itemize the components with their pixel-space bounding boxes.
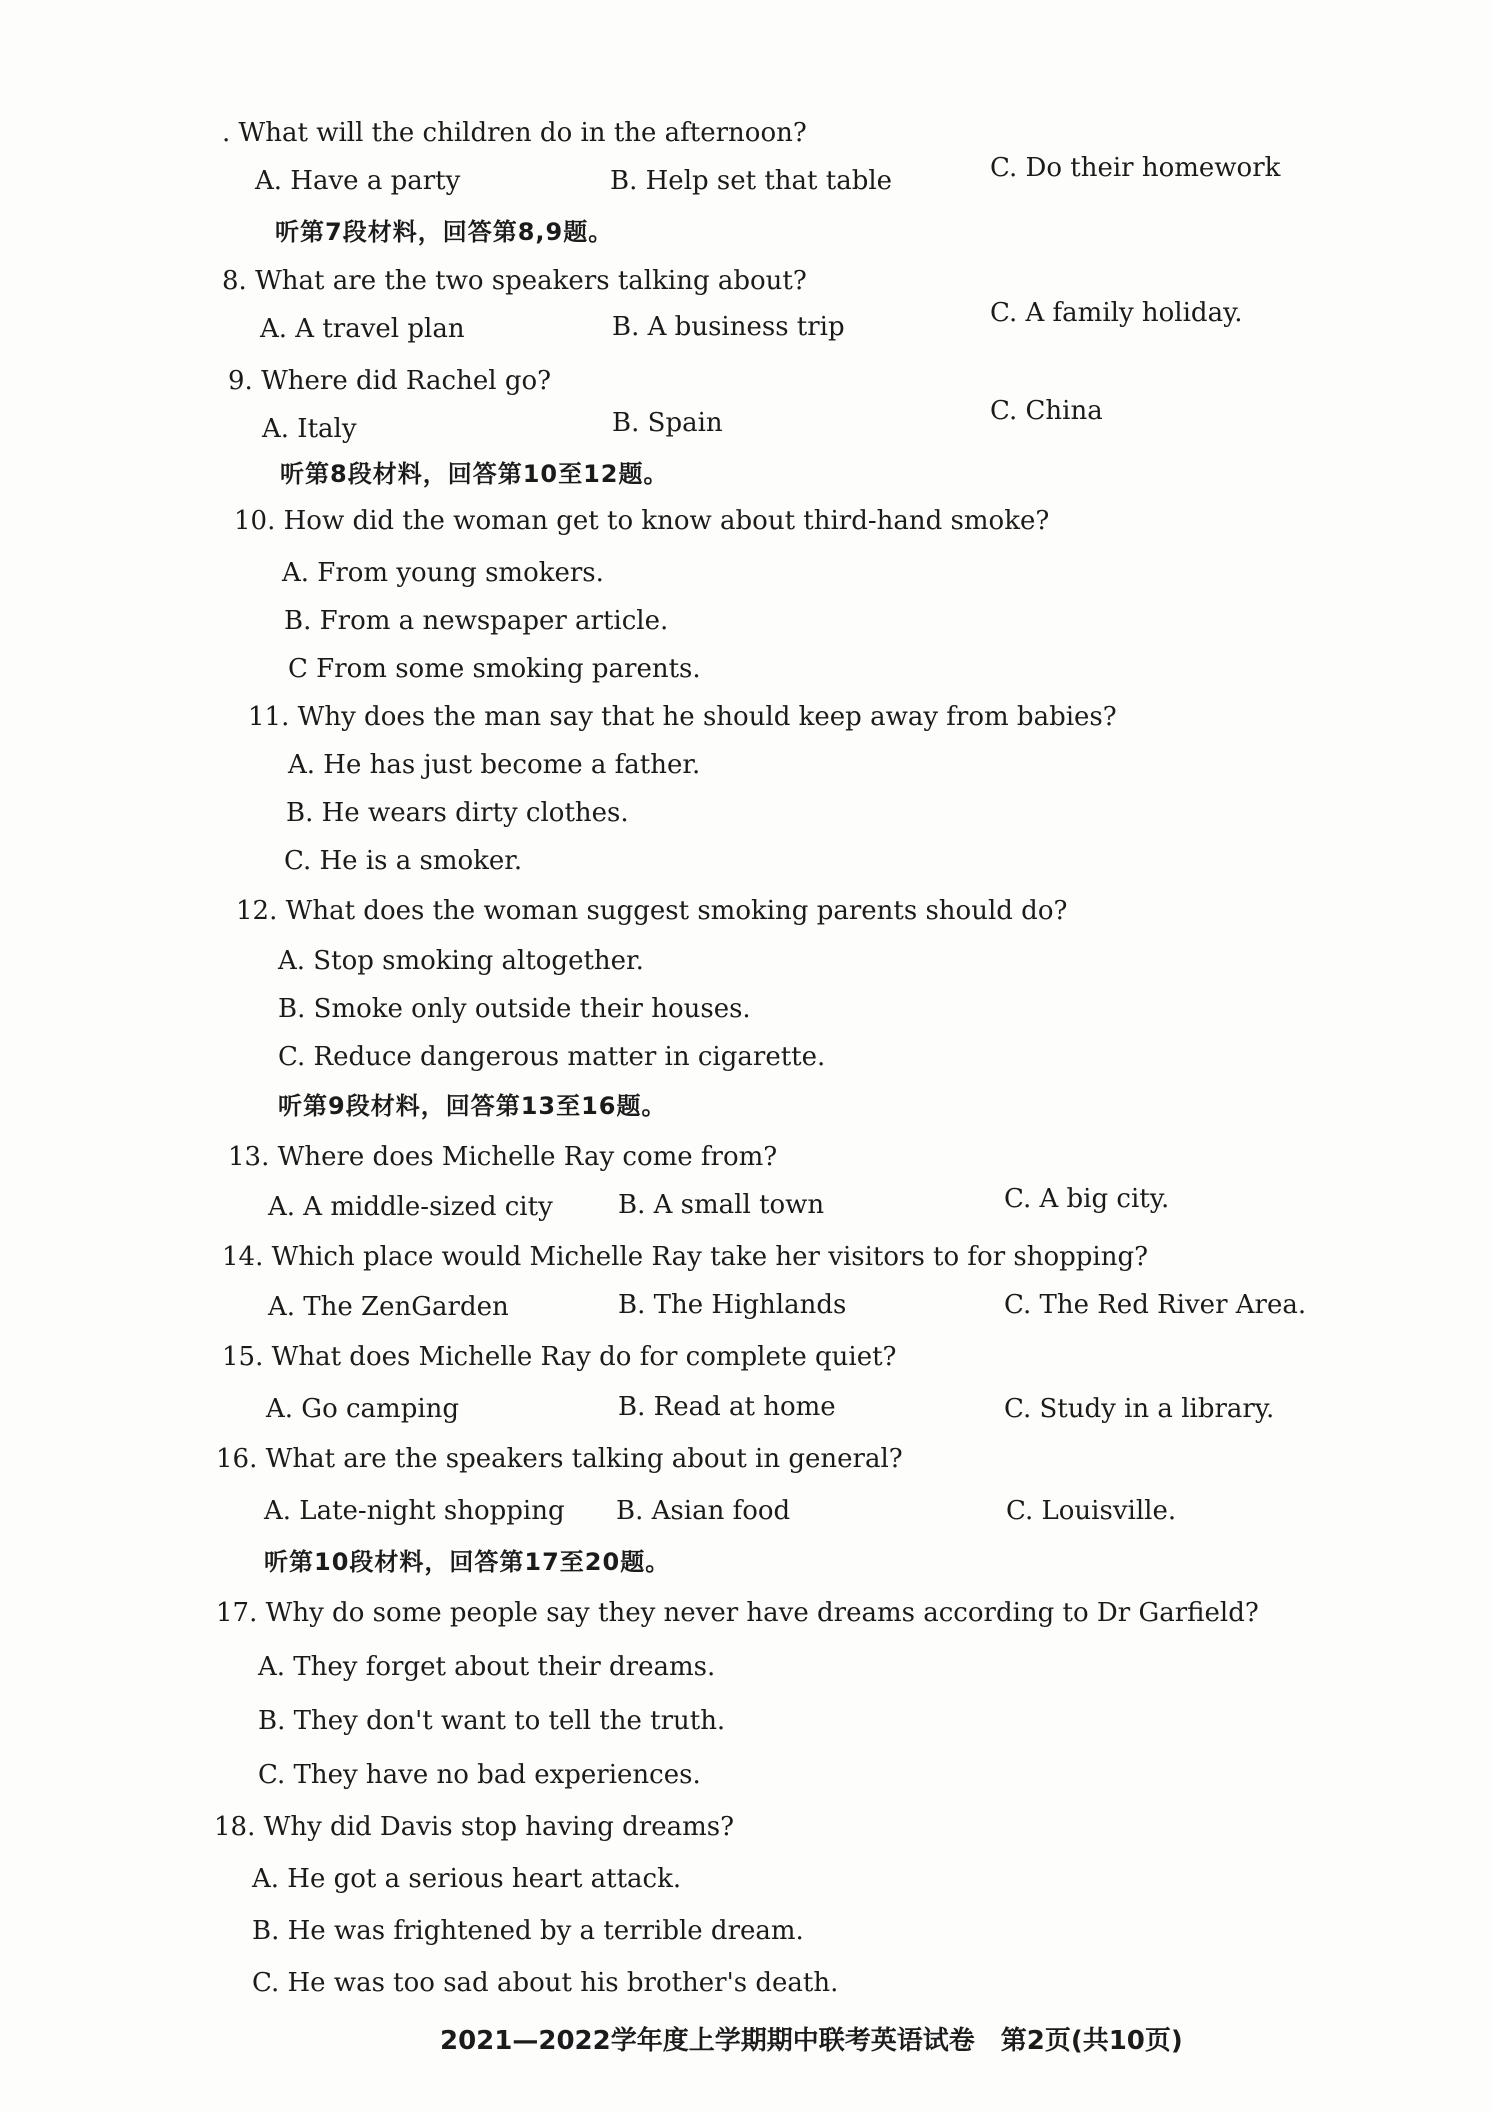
option-c: C. Do their homework [990,153,1281,183]
option-c: C. A family holiday. [990,298,1243,328]
option-b: B. Help set that table [610,166,893,196]
question-number: 16. [216,1444,258,1474]
question-text: What are the two speakers talking about? [255,266,807,296]
question-15 [222,1344,896,1370]
question-text: What are the speakers talking about in general? [265,1444,903,1474]
question-number: 11. [248,702,290,732]
option-b: B. The Highlands [618,1290,847,1320]
option-a: A. A travel plan [260,314,465,344]
option-c: C From some smoking parents. [288,654,701,684]
option-a: A. He has just become a father. [288,750,701,780]
option-c: C. Louisville. [1006,1496,1177,1526]
question-8 [222,268,807,294]
option-b: B. He wears dirty clothes. [286,798,629,828]
option-a: A. They forget about their dreams. [258,1652,716,1682]
question-number: 14. [222,1242,264,1272]
question-text: What does the woman suggest smoking parents should do? [285,896,1068,926]
question-number: 12. [236,896,278,926]
option-a: A. Late-night shopping [264,1496,565,1526]
question-7 [222,120,807,146]
section-instruction: 听第7段材料，回答第8,9题。 [275,218,614,246]
question-18 [214,1814,734,1840]
option-b: B. A business trip [612,312,845,342]
option-c: C. The Red River Area. [1004,1290,1307,1320]
option-a: A. From young smokers. [282,558,604,588]
option-b: B. Smoke only outside their houses. [278,994,751,1024]
question-text: Why did Davis stop having dreams? [263,1812,735,1842]
question-9 [228,368,551,394]
question-number: 8. [222,266,247,296]
question-13 [228,1144,777,1170]
question-text: What will the children do in the afternoon? [238,118,807,148]
section-instruction: 听第10段材料，回答第17至20题。 [264,1548,671,1576]
option-a: A. Go camping [266,1394,460,1424]
section-instruction: 听第9段材料，回答第13至16题。 [278,1092,667,1120]
question-12 [236,898,1067,924]
question-number: 10. [234,506,276,536]
option-b: B. A small town [618,1190,825,1220]
question-number: 17. [216,1598,258,1628]
option-c: C. He was too sad about his brother's death. [252,1968,839,1998]
option-a: A. Italy [262,414,357,444]
question-text: Which place would Michelle Ray take her visitors to for shopping? [271,1242,1149,1272]
question-16 [216,1446,903,1472]
question-17 [216,1600,1259,1626]
question-text: Why do some people say they never have dreams according to Dr Garfield? [265,1598,1259,1628]
option-a: A. Stop smoking altogether. [278,946,644,976]
question-text: Why does the man say that he should keep away from babies? [297,702,1117,732]
option-a: A. Have a party [255,166,461,196]
option-b: B. They don't want to tell the truth. [258,1706,726,1736]
question-text: Where does Michelle Ray come from? [277,1142,778,1172]
option-c: C. They have no bad experiences. [258,1760,701,1790]
option-b: B. Spain [612,408,723,438]
option-c: C. A big city. [1004,1184,1170,1214]
option-c: C. He is a smoker. [284,846,523,876]
question-number: . [222,118,231,148]
option-b: B. From a newspaper article. [284,606,669,636]
page-footer: 2021—2022学年度上学期期中联考英语试卷 第2页(共10页) [440,2026,1183,2056]
question-14 [222,1244,1148,1270]
option-b: B. He was frightened by a terrible dream. [252,1916,804,1946]
question-text: What does Michelle Ray do for complete quiet? [271,1342,897,1372]
option-a: A. The ZenGarden [268,1292,509,1322]
option-a: A. A middle-sized city [268,1192,553,1222]
question-number: 15. [222,1342,264,1372]
option-c: C. China [990,396,1103,426]
option-c: C. Reduce dangerous matter in cigarette. [278,1042,826,1072]
option-b: B. Read at home [618,1392,836,1422]
question-number: 13. [228,1142,270,1172]
question-11 [248,704,1117,730]
question-number: 9. [228,366,253,396]
option-a: A. He got a serious heart attack. [252,1864,682,1894]
option-c: C. Study in a library. [1004,1394,1275,1424]
option-b: B. Asian food [616,1496,791,1526]
section-instruction: 听第8段材料，回答第10至12题。 [280,460,669,488]
question-number: 18. [214,1812,256,1842]
question-text: Where did Rachel go? [261,366,552,396]
question-text: How did the woman get to know about third-hand smoke? [283,506,1050,536]
question-10 [234,508,1049,534]
